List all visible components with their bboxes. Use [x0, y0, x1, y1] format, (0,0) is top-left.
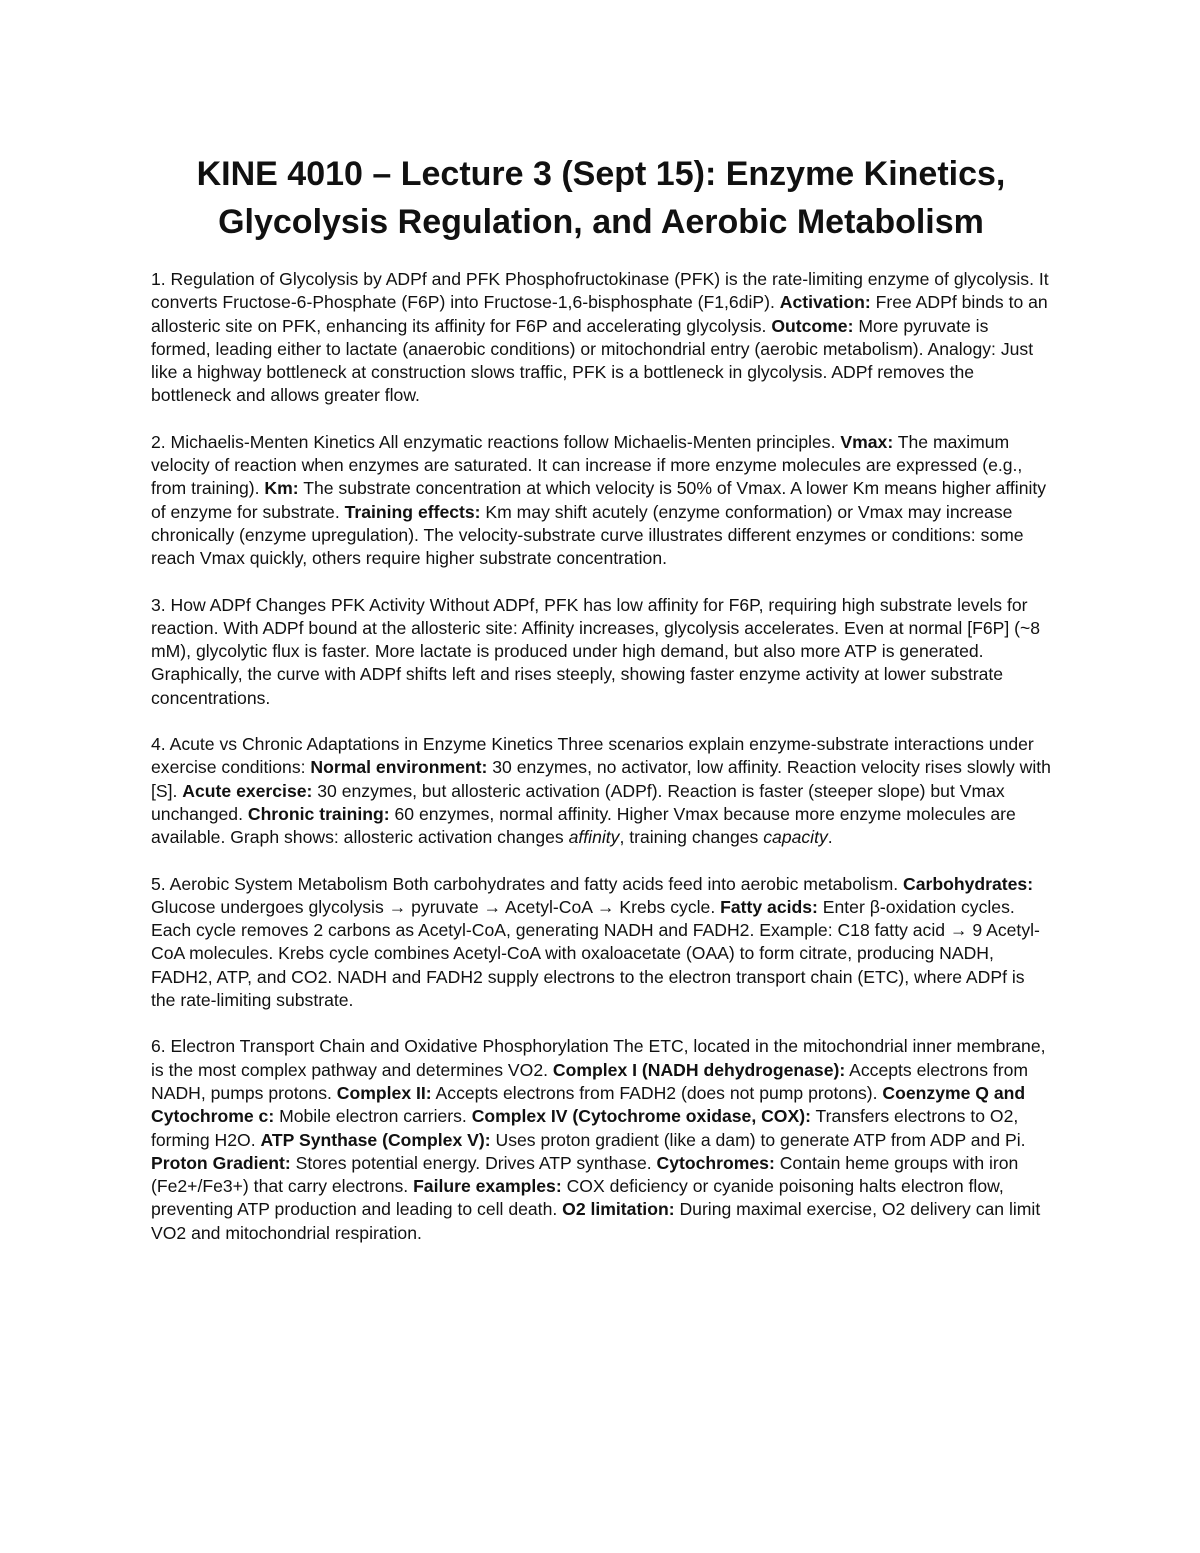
bold-term: Coenzyme Q and Cytochrome c:	[151, 1082, 1026, 1127]
bold-term: Complex II:	[336, 1082, 432, 1103]
section-electron-transport-chain	[151, 1035, 1051, 1245]
body-text: Contain heme groups with iron (Fe2+/Fe3+) that carry electrons.	[151, 1152, 1019, 1197]
bold-term: Fatty acids:	[720, 896, 818, 917]
bold-term: Vmax:	[840, 431, 894, 452]
body-text: 30 enzymes, no activator, low affinity. Reaction velocity rises slowly with [S].	[151, 757, 1051, 801]
italic-term: affinity	[568, 827, 620, 848]
body-text: More pyruvate is formed, leading either to lactate (anaerobic conditions) or mitochondrial entry (aerobic metabolism). Analogy: Just like a highway bottleneck at construction slows traffic, PFK is a bottleneck in glycolysis. ADPf removes the bottleneck and allows greater flow.	[151, 315, 1034, 406]
body-text: .	[827, 827, 833, 848]
body-text: Mobile electron carriers.	[274, 1106, 472, 1127]
body-text: Accepts electrons from FADH2 (does not pump protons).	[431, 1082, 883, 1103]
body-text: The substrate concentration at which velocity is 50% of Vmax. A lower Km means higher affinity of enzyme for substrate.	[151, 478, 1047, 522]
body-text: 30 enzymes, but allosteric activation (ADPf). Reaction is faster (steeper slope) but Vmax unchanged.	[151, 780, 1005, 824]
bold-term: Proton Gradient:	[151, 1152, 291, 1173]
body-text: 6. Electron Transport Chain and Oxidative Phosphorylation The ETC, located in the mitochondrial inner membrane, is the most complex pathway and determines VO2.	[151, 1036, 1046, 1080]
body-text: Free ADPf binds to an allosteric site on PFK, enhancing its affinity for F6P and accelerating glycolysis.	[151, 292, 1048, 336]
italic-term: capacity	[763, 827, 828, 848]
section-glycolysis-regulation	[151, 268, 1051, 408]
section-michaelis-menten	[151, 431, 1051, 571]
title-line-2: Glycolysis Regulation, and Aerobic Metabolism	[218, 203, 984, 241]
bold-term: Normal environment:	[310, 757, 488, 778]
bold-term: Complex I (NADH dehydrogenase):	[552, 1059, 846, 1080]
body-text: COX deficiency or cyanide poisoning halts electron flow, preventing ATP production and leading to cell death.	[151, 1176, 1004, 1220]
bold-term: Cytochromes:	[656, 1152, 775, 1173]
body-text: Enter β-oxidation cycles. Each cycle removes 2 carbons as Acetyl-CoA, generating NADH and FADH2. Example: C18 fatty acid → 9 Acetyl-CoA molecules. Krebs cycle combines Acetyl-CoA with oxaloacetate (OAA) to form citrate, producing NADH, FADH2, ATP, and CO2. NADH and FADH2 supply electrons to the electron transport chain (ETC), where ADPf is the rate-limiting substrate.	[151, 896, 1040, 1011]
body-text: 4. Acute vs Chronic Adaptations in Enzyme Kinetics Three scenarios explain enzyme-substrate interactions under exercise conditions:	[151, 734, 1034, 778]
page-title	[151, 150, 1051, 246]
document-page	[151, 150, 1051, 1268]
section-adpf-pfk-activity	[151, 594, 1051, 710]
bold-term: O2 limitation:	[562, 1199, 675, 1220]
section-acute-chronic-adaptations	[151, 733, 1051, 849]
body-text: 2. Michaelis-Menten Kinetics All enzymatic reactions follow Michaelis-Menten principles.	[151, 431, 841, 452]
body-text: The maximum velocity of reaction when enzymes are saturated. It can increase if more enzyme molecules are expressed (e.g., from training).	[151, 431, 1023, 499]
body-text: Glucose undergoes glycolysis → pyruvate → Acetyl-CoA → Krebs cycle.	[151, 896, 721, 917]
body-text: , training changes	[619, 827, 764, 848]
bold-term: ATP Synthase (Complex V):	[260, 1129, 491, 1150]
body-text: 60 enzymes, normal affinity. Higher Vmax because more enzyme molecules are available. Graph shows: allosteric activation changes	[151, 803, 1016, 848]
bold-term: Chronic training:	[247, 803, 390, 824]
body-text: Accepts electrons from NADH, pumps protons.	[151, 1059, 1029, 1103]
body-text: 3. How ADPf Changes PFK Activity Without ADPf, PFK has low affinity for F6P, requiring high substrate levels for reaction. With ADPf bound at the allosteric site: Affinity increases, glycolysis accelerates. Even at normal [F6P] (~8 mM), glycolytic flux is faster. More lactate is produced under high demand, but also more ATP is generated. Graphically, the curve with ADPf shifts left and rises steeply, showing faster enzyme activity at lower substrate concentrations.	[151, 594, 1041, 708]
body-text: During maximal exercise, O2 delivery can limit VO2 and mitochondrial respiration.	[151, 1199, 1041, 1243]
bold-term: Training effects:	[344, 501, 481, 522]
body-text: Transfers electrons to O2, forming H2O.	[151, 1106, 1019, 1150]
bold-term: Acute exercise:	[182, 780, 313, 801]
bold-term: Complex IV (Cytochrome oxidase, COX):	[471, 1106, 811, 1127]
body-text: Uses proton gradient (like a dam) to generate ATP from ADP and Pi.	[490, 1129, 1026, 1150]
bold-term: Km:	[264, 478, 299, 499]
bold-term: Carbohydrates:	[903, 873, 1034, 894]
bold-term: Outcome:	[771, 315, 854, 336]
bold-term: Activation:	[779, 292, 871, 313]
section-aerobic-metabolism	[151, 873, 1051, 1013]
bold-term: Failure examples:	[413, 1176, 562, 1197]
body-text: 1. Regulation of Glycolysis by ADPf and PFK Phosphofructokinase (PFK) is the rate-limiting enzyme of glycolysis. It converts Fructose-6-Phosphate (F6P) into Fructose-1,6-bisphosphate (F1,6diP).	[151, 269, 1049, 313]
body-text: 5. Aerobic System Metabolism Both carbohydrates and fatty acids feed into aerobic metabolism.	[151, 873, 904, 894]
body-text: Stores potential energy. Drives ATP synthase.	[290, 1152, 657, 1173]
body-text: Km may shift acutely (enzyme conformation) or Vmax may increase chronically (enzyme upregulation). The velocity-substrate curve illustrates different enzymes or conditions: some reach Vmax quickly, others require higher substrate concentration.	[151, 501, 1024, 569]
title-line-1: KINE 4010 – Lecture 3 (Sept 15): Enzyme Kinetics,	[196, 155, 1006, 193]
